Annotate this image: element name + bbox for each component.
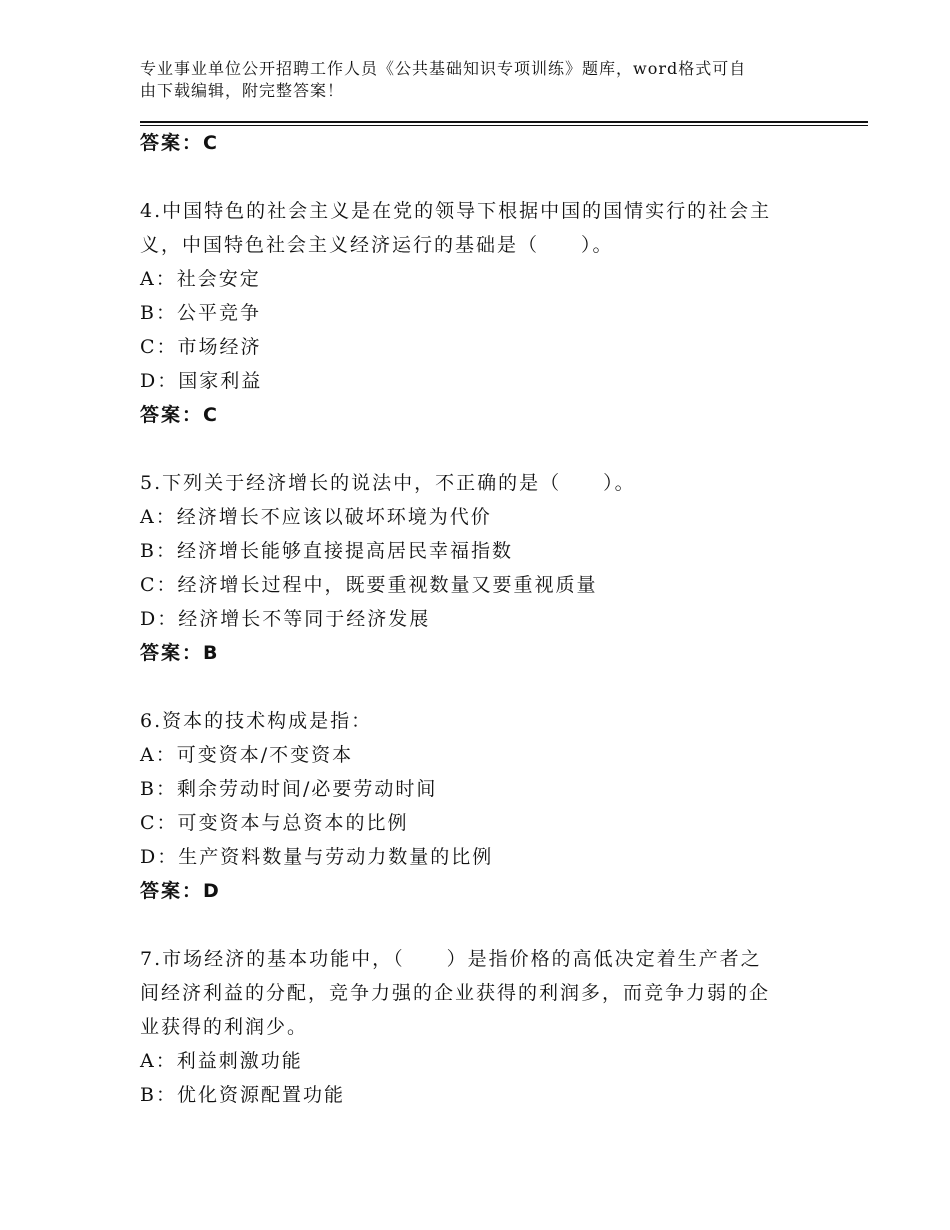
option-a: A：社会安定 [140, 268, 261, 290]
question-stem-line: 4.中国特色的社会主义是在党的领导下根据中国的国情实行的社会主 [140, 200, 772, 222]
question-stem-line: 7.市场经济的基本功能中，（ ）是指价格的高低决定着生产者之 [140, 948, 762, 970]
spacer [140, 908, 820, 942]
option-d: D：生产资料数量与劳动力数量的比例 [140, 846, 494, 868]
header-line-2: 由下载编辑，附完整答案！ [140, 81, 345, 100]
option-c: C：可变资本与总资本的比例 [140, 812, 409, 834]
option-d: D：经济增长不等同于经济发展 [140, 608, 431, 630]
option-c: C：市场经济 [140, 336, 262, 358]
option-a: A：可变资本/不变资本 [140, 744, 354, 766]
question-block [140, 942, 820, 1112]
page-header [140, 58, 820, 102]
question-block [140, 704, 820, 908]
question-stem-line: 间经济利益的分配，竞争力强的企业获得的利润多，而竞争力弱的企 [140, 982, 771, 1004]
question-block [140, 194, 820, 432]
option-c: C：经济增长过程中，既要重视数量又要重视质量 [140, 574, 598, 596]
question-stem-line: 6.资本的技术构成是指： [140, 710, 373, 732]
answer-line: 答案：C [140, 132, 219, 154]
spacer [140, 160, 820, 194]
header-line-1: 专业事业单位公开招聘工作人员《公共基础知识专项训练》题库，word格式可自 [140, 59, 747, 78]
option-b: B：公平竞争 [140, 302, 261, 324]
option-b: B：剩余劳动时间/必要劳动时间 [140, 778, 438, 800]
answer-line: 答案：B [140, 642, 220, 664]
answer-line: 答案：D [140, 880, 221, 902]
option-d: D：国家利益 [140, 370, 263, 392]
spacer [140, 432, 820, 466]
question-block [140, 466, 820, 670]
option-a: A：经济增长不应该以破坏环境为代价 [140, 506, 492, 528]
spacer [140, 670, 820, 704]
option-b: B：经济增长能够直接提高居民幸福指数 [140, 540, 513, 562]
question-list [140, 126, 820, 1112]
option-a: A：利益刺激功能 [140, 1050, 303, 1072]
question-stem-line: 义，中国特色社会主义经济运行的基础是（ ）。 [140, 234, 614, 256]
question-stem-line: 业获得的利润少。 [140, 1016, 309, 1038]
option-b: B：优化资源配置功能 [140, 1084, 345, 1106]
header-rule-thick [140, 121, 868, 123]
answer-line: 答案：C [140, 404, 219, 426]
question-stem-line: 5.下列关于经济增长的说法中，不正确的是（ ）。 [140, 472, 636, 494]
